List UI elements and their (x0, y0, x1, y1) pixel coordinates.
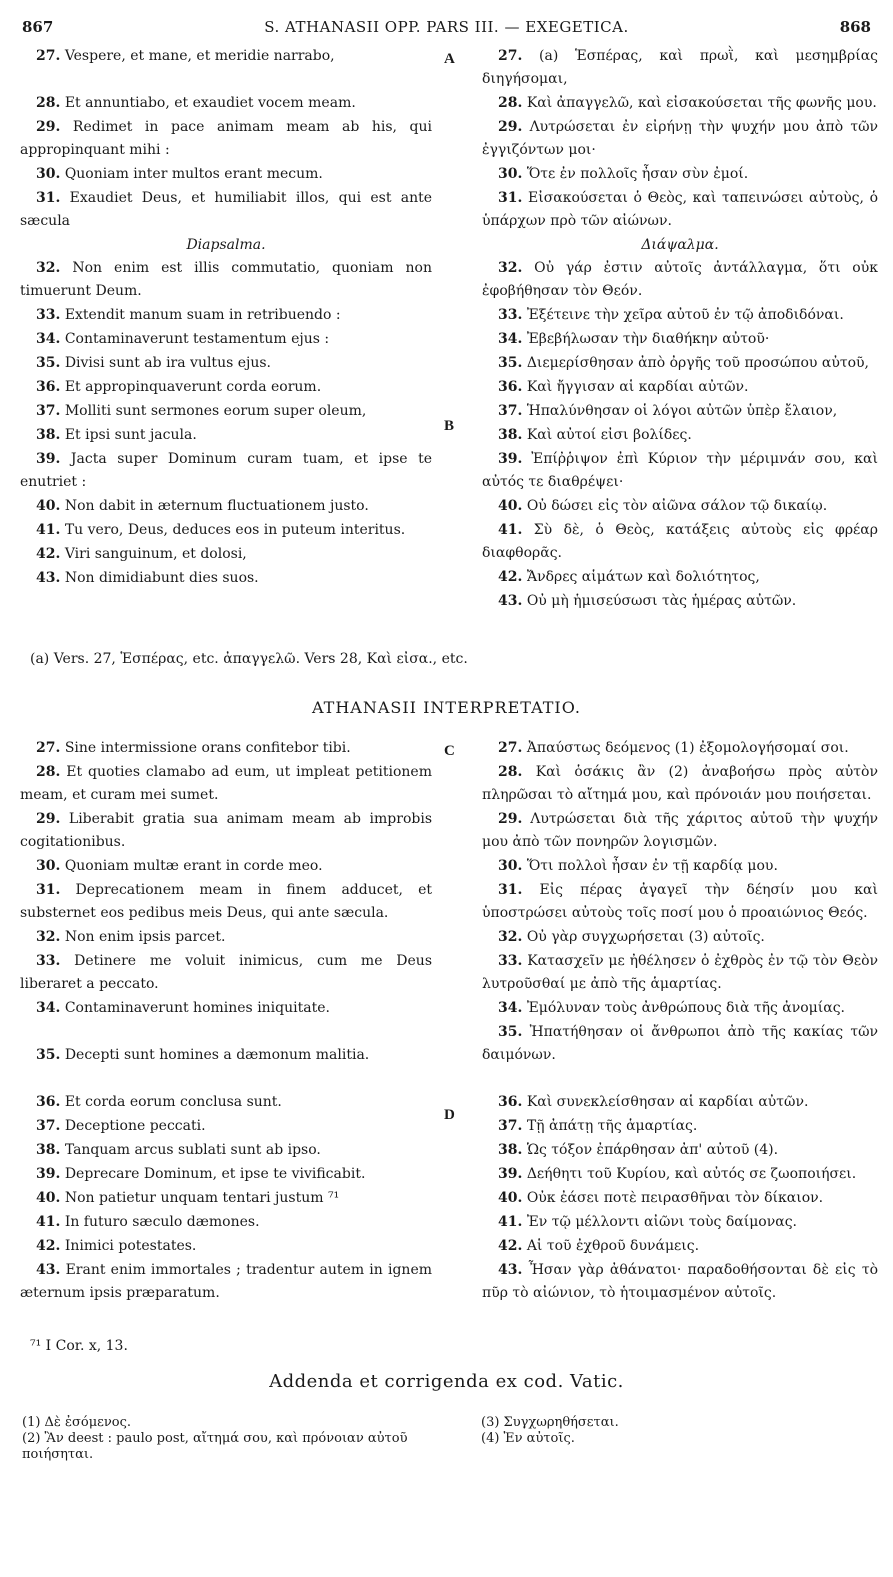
verse-39 (20, 1163, 432, 1186)
verse-number: 35. (36, 355, 61, 371)
verse-text: Λυτρώσεται ἐν εἰρήνῃ τὴν ψυχήν μου ἀπὸ τῶν ἐγγιζόντων μοι· (482, 119, 878, 158)
verse-35 (20, 1044, 432, 1067)
verse-text: Deprecare Dominum, et ipse te vivificabit. (64, 1166, 366, 1182)
verse-text: Et corda eorum conclusa sunt. (64, 1094, 282, 1110)
verse-34 (20, 328, 432, 351)
verse-number: 41. (36, 522, 61, 538)
verse-31 (482, 187, 878, 233)
verse-text: Ὅτε ἐν πολλοῖς ἦσαν σὺν ἐμοί. (526, 166, 749, 182)
verse-text: Exaudiet Deus, et humiliabit illos, qui est ante sæcula (20, 190, 433, 229)
diapsalma-line: Diapsalma. (186, 237, 266, 253)
verse-text: Οὐ γάρ ἐστιν αὐτοῖς ἀντάλλαγμα, ὅτι οὐκ ἐφοβήθησαν τὸν Θεόν. (482, 260, 878, 299)
verse-number: 29. (36, 119, 61, 135)
verse-31 (20, 187, 432, 233)
verse-text: Deceptione peccati. (64, 1118, 206, 1134)
verse-33 (20, 304, 432, 327)
verse-number: 41. (498, 522, 523, 538)
verse-number: 32. (498, 260, 523, 276)
verse-number: 28. (36, 764, 61, 780)
page-header (22, 16, 871, 40)
verse-text: Deprecationem meam in finem adducet, et substernet eos pedibus meis Deus, qui ante sæcula. (20, 882, 432, 921)
verse-41 (482, 519, 878, 565)
verse-30 (20, 163, 432, 186)
verse-text: Tanquam arcus sublati sunt ab ipso. (64, 1142, 321, 1158)
verse-text: Non enim ipsis parcet. (64, 929, 226, 945)
verse-number: 38. (498, 427, 523, 443)
verse-number: 27. (36, 48, 61, 64)
verse-number: 39. (36, 1166, 61, 1182)
verse-36 (482, 376, 878, 399)
verse-34 (482, 997, 878, 1020)
verse-40 (482, 1187, 878, 1210)
verse-text: Ἀπαύστως δεόμενος (1) ἐξομολογήσομαί σοι. (526, 740, 849, 756)
verse-text: Καὶ συνεκλείσθησαν αἱ καρδίαι αὐτῶν. (526, 1094, 809, 1110)
verse-text: Tu vero, Deus, deduces eos in puteum interitus. (64, 522, 406, 538)
footnote-a: (a) Vers. 27, Ἑσπέρας, etc. ἀπαγγελῶ. Vers 28, Καὶ εἰσα., etc. (30, 651, 468, 667)
verse-number: 43. (498, 1262, 523, 1278)
verse-number: 34. (36, 1000, 61, 1016)
verse-34 (482, 328, 878, 351)
verse-number: 36. (36, 379, 61, 395)
verse-number: 31. (36, 882, 61, 898)
verse-number: 27. (498, 740, 523, 756)
verse-35 (20, 352, 432, 375)
verse-text: Ἐβεβήλωσαν τὴν διαθήκην αὐτοῦ· (526, 331, 770, 347)
addenda-note: (4) Ἐν αὐτοῖς. (481, 1431, 575, 1446)
verse-number: 42. (36, 546, 61, 562)
verse-number: 35. (36, 1047, 61, 1063)
verse-30 (482, 163, 878, 186)
verse-number: 39. (36, 451, 61, 467)
verse-number: 33. (36, 953, 61, 969)
verse-text: Liberabit gratia sua animam meam ab improbis cogitationibus. (20, 811, 432, 850)
verse-text: Ἄνδρες αἱμάτων καὶ δολιότητος, (526, 569, 760, 585)
verse-text: Ἦσαν γὰρ ἀθάνατοι· παραδοθήσονται δὲ εἰς τὸ πῦρ τὸ αἰώνιον, τὸ ἡτοιμασμένον αὐτοῖς. (482, 1262, 879, 1301)
verse-35 (482, 1021, 878, 1067)
verse-43 (482, 1259, 878, 1305)
verse-38 (482, 1139, 878, 1162)
verse-42 (482, 566, 878, 589)
verse-text: Vespere, et mane, et meridie narrabo, (64, 48, 335, 64)
verse-number: 30. (498, 858, 523, 874)
verse-text: In futuro sæculo dæmones. (64, 1214, 260, 1230)
verse-37 (482, 400, 878, 423)
verse-38 (20, 424, 432, 447)
verse-text: Non dimidiabunt dies suos. (64, 570, 259, 586)
verse-text: Ἐμόλυναν τοὺς ἀνθρώπους διὰ τῆς ἀνομίας. (526, 1000, 846, 1016)
verse-number: 39. (498, 451, 523, 467)
page-number-left: 867 (22, 18, 54, 36)
verse-text: Αἱ τοῦ ἐχθροῦ δυνάμεις. (526, 1238, 700, 1254)
verse-27 (20, 737, 432, 760)
verse-34 (20, 997, 432, 1020)
verse-text: Ἐπίῤῥιψον ἐπὶ Κύριον τὴν μέριμνάν σου, καὶ αὐτός τε διαθρέψει· (482, 451, 879, 490)
verse-27 (482, 45, 878, 91)
verse-41 (482, 1211, 878, 1234)
addenda-left-column (22, 1415, 442, 1463)
verse-number: 33. (498, 307, 523, 323)
verse-28 (20, 92, 432, 115)
verse-33 (482, 304, 878, 327)
verse-text: Quoniam multæ erant in corde meo. (64, 858, 323, 874)
verse-number: 37. (36, 403, 61, 419)
verse-37 (20, 1115, 432, 1138)
verse-number: 27. (498, 48, 523, 64)
greek-interpretatio-column (482, 737, 878, 1306)
verse-31 (482, 879, 878, 925)
verse-text: Et annuntiabo, et exaudiet vocem meam. (64, 95, 356, 111)
verse-number: 38. (36, 1142, 61, 1158)
verse-38 (482, 424, 878, 447)
verse-number: 37. (36, 1118, 61, 1134)
verse-text: (a) Ἑσπέρας, καὶ πρωῒ, καὶ μεσημβρίας διηγήσομαι, (482, 48, 878, 87)
interpretatio-section (20, 737, 878, 1327)
verse-29 (20, 808, 432, 854)
verse-32 (482, 926, 878, 949)
verse-number: 31. (36, 190, 61, 206)
verse-27 (482, 737, 878, 760)
verse-text: Et ipsi sunt jacula. (64, 427, 197, 443)
addenda-note: (2) Ἂν deest : paulo post, αἴτημά σου, καὶ πρόνοιαν αὐτοῦ ποιήσηται. (22, 1431, 408, 1462)
verse-40 (20, 495, 432, 518)
verse-36 (482, 1091, 878, 1114)
addenda-note: (1) Δὲ ἐσόμενος. (22, 1415, 132, 1430)
verse-number: 40. (36, 498, 61, 514)
verse-text: Extendit manum suam in retribuendo : (64, 307, 341, 323)
verse-text: Contaminaverunt testamentum ejus : (64, 331, 330, 347)
verse-36 (20, 376, 432, 399)
verse-text: Inimici potestates. (64, 1238, 197, 1254)
verse-27 (20, 45, 432, 68)
latin-interpretatio-column (20, 737, 432, 1306)
verse-text: Et appropinquaverunt corda eorum. (64, 379, 322, 395)
verse-30 (482, 855, 878, 878)
verse-40 (20, 1187, 432, 1210)
verse-number: 43. (498, 593, 523, 609)
verse-text: Εἰσακούσεται ὁ Θεὸς, καὶ ταπεινώσει αὐτοὺς, ὁ ὑπάρχων πρὸ τῶν αἰώνων. (482, 190, 879, 229)
addenda-right-column (481, 1415, 861, 1447)
verse-text: Καὶ ἤγγισαν αἱ καρδίαι αὐτῶν. (526, 379, 749, 395)
verse-text: Ἐν τῷ μέλλοντι αἰῶνι τοὺς δαίμονας. (526, 1214, 797, 1230)
verse-number: 38. (498, 1142, 523, 1158)
verse-42 (20, 543, 432, 566)
verse-text: Non dabit in æternum fluctuationem justo. (64, 498, 369, 514)
footnote-71: ⁷¹ I Cor. x, 13. (30, 1338, 128, 1354)
verse-text: Non enim est illis commutatio, quoniam non timuerunt Deum. (20, 260, 433, 299)
verse-text: Contaminaverunt homines iniquitate. (64, 1000, 330, 1016)
verse-text: Non patietur unquam tentari justum ⁷¹ (64, 1190, 340, 1206)
verse-number: 32. (498, 929, 523, 945)
verse-number: 33. (498, 953, 523, 969)
verse-number: 41. (498, 1214, 523, 1230)
verse-43 (482, 590, 878, 613)
verse-43 (20, 567, 432, 590)
verse-text: Divisi sunt ab ira vultus ejus. (64, 355, 271, 371)
verse-number: 39. (498, 1166, 523, 1182)
verse-number: 32. (36, 260, 61, 276)
verse-number: 32. (36, 929, 61, 945)
verse-43 (20, 1259, 432, 1305)
running-title: S. ATHANASII OPP. PARS III. — EXEGETICA. (264, 18, 629, 36)
verse-number: 40. (498, 498, 523, 514)
verse-number: 31. (498, 882, 523, 898)
verse-text: Εἰς πέρας ἀγαγεῖ τὴν δέησίν μου καὶ ὑποστρώσει αὐτοὺς τοῖς ποσί μου ὁ προαιώνιος Θεός. (482, 882, 878, 921)
verse-number: 38. (36, 427, 61, 443)
verse-28 (482, 761, 878, 807)
verse-30 (20, 855, 432, 878)
verse-text: Διεμερίσθησαν ἀπὸ ὀργῆς τοῦ προσώπου αὐτοῦ, (526, 355, 869, 371)
verse-text: Σὺ δὲ, ὁ Θεὸς, κατάξεις αὐτοὺς εἰς φρέαρ διαφθορᾶς. (482, 522, 878, 561)
verse-37 (20, 400, 432, 423)
verse-text: Κατασχεῖν με ἠθέλησεν ὁ ἐχθρὸς ἐν τῷ τὸν Θεὸν λυτροῦσθαί με ἀπὸ τῆς ἁμαρτίας. (482, 953, 879, 992)
verse-number: 34. (498, 1000, 523, 1016)
verse-number: 43. (36, 1262, 61, 1278)
verse-number: 28. (498, 764, 523, 780)
margin-marker-d: D (444, 1107, 455, 1123)
verse-text: Viri sanguinum, et dolosi, (64, 546, 247, 562)
verse-number: 37. (498, 403, 523, 419)
verse-number: 41. (36, 1214, 61, 1230)
verse-42 (482, 1235, 878, 1258)
verse-29 (482, 808, 878, 854)
margin-marker-c: C (444, 743, 455, 759)
verse-number: 27. (36, 740, 61, 756)
verse-number: 40. (36, 1190, 61, 1206)
verse-text: Οὐ γὰρ συγχωρήσεται (3) αὐτοῖς. (526, 929, 765, 945)
verse-number: 33. (36, 307, 61, 323)
verse-41 (20, 519, 432, 542)
verse-text: Redimet in pace animam meam ab his, qui appropinquant mihi : (20, 119, 432, 158)
verse-text: Ὅτι πολλοὶ ἦσαν ἐν τῇ καρδίᾳ μου. (526, 858, 778, 874)
verse-number: 42. (498, 1238, 523, 1254)
verse-text: Detinere me voluit inimicus, cum me Deus liberaret a peccato. (20, 953, 432, 992)
verse-number: 30. (36, 858, 61, 874)
verse-number: 34. (498, 331, 523, 347)
verse-text: Sine intermissione orans confitebor tibi. (64, 740, 351, 756)
verse-28 (482, 92, 878, 115)
verse-32 (20, 926, 432, 949)
verse-number: 35. (498, 1024, 523, 1040)
verse-36 (20, 1091, 432, 1114)
verse-number: 35. (498, 355, 523, 371)
verse-text: Λυτρώσεται διὰ τῆς χάριτος αὐτοῦ τὴν ψυχήν μου ἀπὸ τῶν πονηρῶν λογισμῶν. (482, 811, 878, 850)
verse-35 (482, 352, 878, 375)
verse-number: 29. (498, 119, 523, 135)
verse-text: Jacta super Dominum curam tuam, et ipse te enutriet : (20, 451, 433, 490)
verse-number: 36. (498, 1094, 523, 1110)
verse-29 (20, 116, 432, 162)
verse-text: Τῇ ἀπάτῃ τῆς ἁμαρτίας. (526, 1118, 698, 1134)
verse-number: 36. (36, 1094, 61, 1110)
verse-number: 37. (498, 1118, 523, 1134)
verse-40 (482, 495, 878, 518)
psalm-text-section (20, 45, 878, 645)
verse-text: Decepti sunt homines a dæmonum malitia. (64, 1047, 370, 1063)
verse-number: 42. (36, 1238, 61, 1254)
verse-number: 29. (36, 811, 61, 827)
verse-number: 30. (36, 166, 61, 182)
verse-text: Οὐ μὴ ἡμισεύσωσι τὰς ἡμέρας αὐτῶν. (526, 593, 797, 609)
addenda-note: (3) Συγχωρηθήσεται. (481, 1415, 619, 1430)
verse-text: Et quoties clamabo ad eum, ut impleat petitionem meam, et curam mei sumet. (20, 764, 432, 803)
verse-number: 28. (36, 95, 61, 111)
verse-32 (20, 257, 432, 303)
verse-number: 30. (498, 166, 523, 182)
verse-text: Erant enim immortales ; tradentur autem in ignem æternum ipsis præparatum. (20, 1262, 433, 1301)
verse-number: 43. (36, 570, 61, 586)
verse-32 (482, 257, 878, 303)
verse-39 (20, 448, 432, 494)
verse-number: 40. (498, 1190, 523, 1206)
verse-28 (20, 761, 432, 807)
verse-number: 28. (498, 95, 523, 111)
verse-31 (20, 879, 432, 925)
verse-text: Ἠπατήθησαν οἱ ἄνθρωποι ἀπὸ τῆς κακίας τῶν δαιμόνων. (482, 1024, 878, 1063)
verse-text: Καὶ ὁσάκις ἂν (2) ἀναβοήσω πρὸς αὐτὸν πληρῶσαι τὸ αἴτημά μου, καὶ πρόνοιάν μου ποιήσεται. (482, 764, 878, 803)
verse-38 (20, 1139, 432, 1162)
verse-39 (482, 1163, 878, 1186)
verse-42 (20, 1235, 432, 1258)
verse-text: Καὶ αὐτοί εἰσι βολίδες. (526, 427, 692, 443)
verse-text: Ὡς τόξον ἐπάρθησαν ἀπ' αὐτοῦ (4). (526, 1142, 779, 1158)
verse-text: Molliti sunt sermones eorum super oleum, (64, 403, 367, 419)
diapsalma-line: Διάψαλμα. (641, 237, 719, 253)
verse-text: Quoniam inter multos erant mecum. (64, 166, 323, 182)
margin-marker-b: B (444, 418, 455, 434)
verse-number: 42. (498, 569, 523, 585)
verse-number: 36. (498, 379, 523, 395)
verse-number: 29. (498, 811, 523, 827)
verse-text: Οὐκ ἐάσει ποτὲ πειρασθῆναι τὸν δίκαιον. (526, 1190, 824, 1206)
verse-39 (482, 448, 878, 494)
verse-text: Ἐξέτεινε τὴν χεῖρα αὐτοῦ ἐν τῷ ἀποδιδόναι. (526, 307, 844, 323)
addenda-title: Addenda et corrigenda ex cod. Vatic. (269, 1371, 624, 1392)
verse-text: Οὐ δώσει εἰς τὸν αἰῶνα σάλον τῷ δικαίῳ. (526, 498, 828, 514)
verse-33 (20, 950, 432, 996)
verse-29 (482, 116, 878, 162)
verse-number: 34. (36, 331, 61, 347)
verse-text: Καὶ ἀπαγγελῶ, καὶ εἰσακούσεται τῆς φωνῆς μου. (526, 95, 877, 111)
latin-column (20, 45, 432, 591)
verse-33 (482, 950, 878, 996)
greek-column (482, 45, 878, 614)
verse-37 (482, 1115, 878, 1138)
verse-text: Δεήθητι τοῦ Κυρίου, καὶ αὐτός σε ζωοποιήσει. (526, 1166, 857, 1182)
margin-marker-a: A (444, 51, 455, 67)
interpretatio-title: ATHANASII INTERPRETATIO. (311, 698, 582, 717)
verse-41 (20, 1211, 432, 1234)
verse-text: Ἡπαλύνθησαν οἱ λόγοι αὐτῶν ὑπὲρ ἔλαιον, (526, 403, 838, 419)
verse-number: 31. (498, 190, 523, 206)
page-number-right: 868 (839, 18, 871, 36)
